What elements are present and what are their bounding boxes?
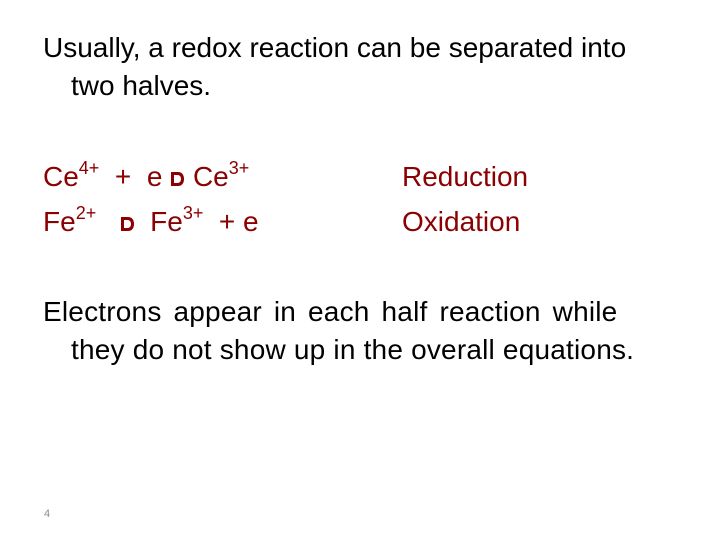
reactant-charge: 2+: [75, 202, 97, 223]
reduction-equation: [43, 158, 249, 196]
right-arrow-icon: [170, 170, 185, 188]
plus-sign: +: [218, 206, 236, 237]
intro-line-1: Usually, a redox reaction can be separated into: [43, 32, 627, 63]
reduction-label: Reduction: [402, 161, 529, 192]
outro-line-2: they do not show up in the overall equations.: [71, 334, 635, 365]
intro-paragraph: [43, 29, 683, 105]
electron: e: [146, 161, 163, 192]
product-charge: 3+: [228, 157, 250, 178]
reactant-species: Fe: [43, 206, 76, 237]
outro-paragraph: [43, 293, 683, 369]
oxidation-label: Oxidation: [402, 206, 521, 237]
product-charge: 3+: [182, 202, 204, 223]
plus-sign: +: [114, 161, 132, 192]
product-species: Fe: [150, 206, 183, 237]
intro-line-2: two halves.: [71, 70, 212, 101]
electron: e: [243, 206, 259, 237]
oxidation-equation: [43, 203, 259, 241]
reactant-charge: 4+: [78, 157, 100, 178]
outro-line-1: Electrons appear in each half reaction while: [43, 296, 618, 327]
right-arrow-icon: [120, 215, 135, 233]
reactant-species: Ce: [43, 161, 79, 192]
product-species: Ce: [192, 161, 229, 192]
page-number: 4: [44, 508, 51, 520]
